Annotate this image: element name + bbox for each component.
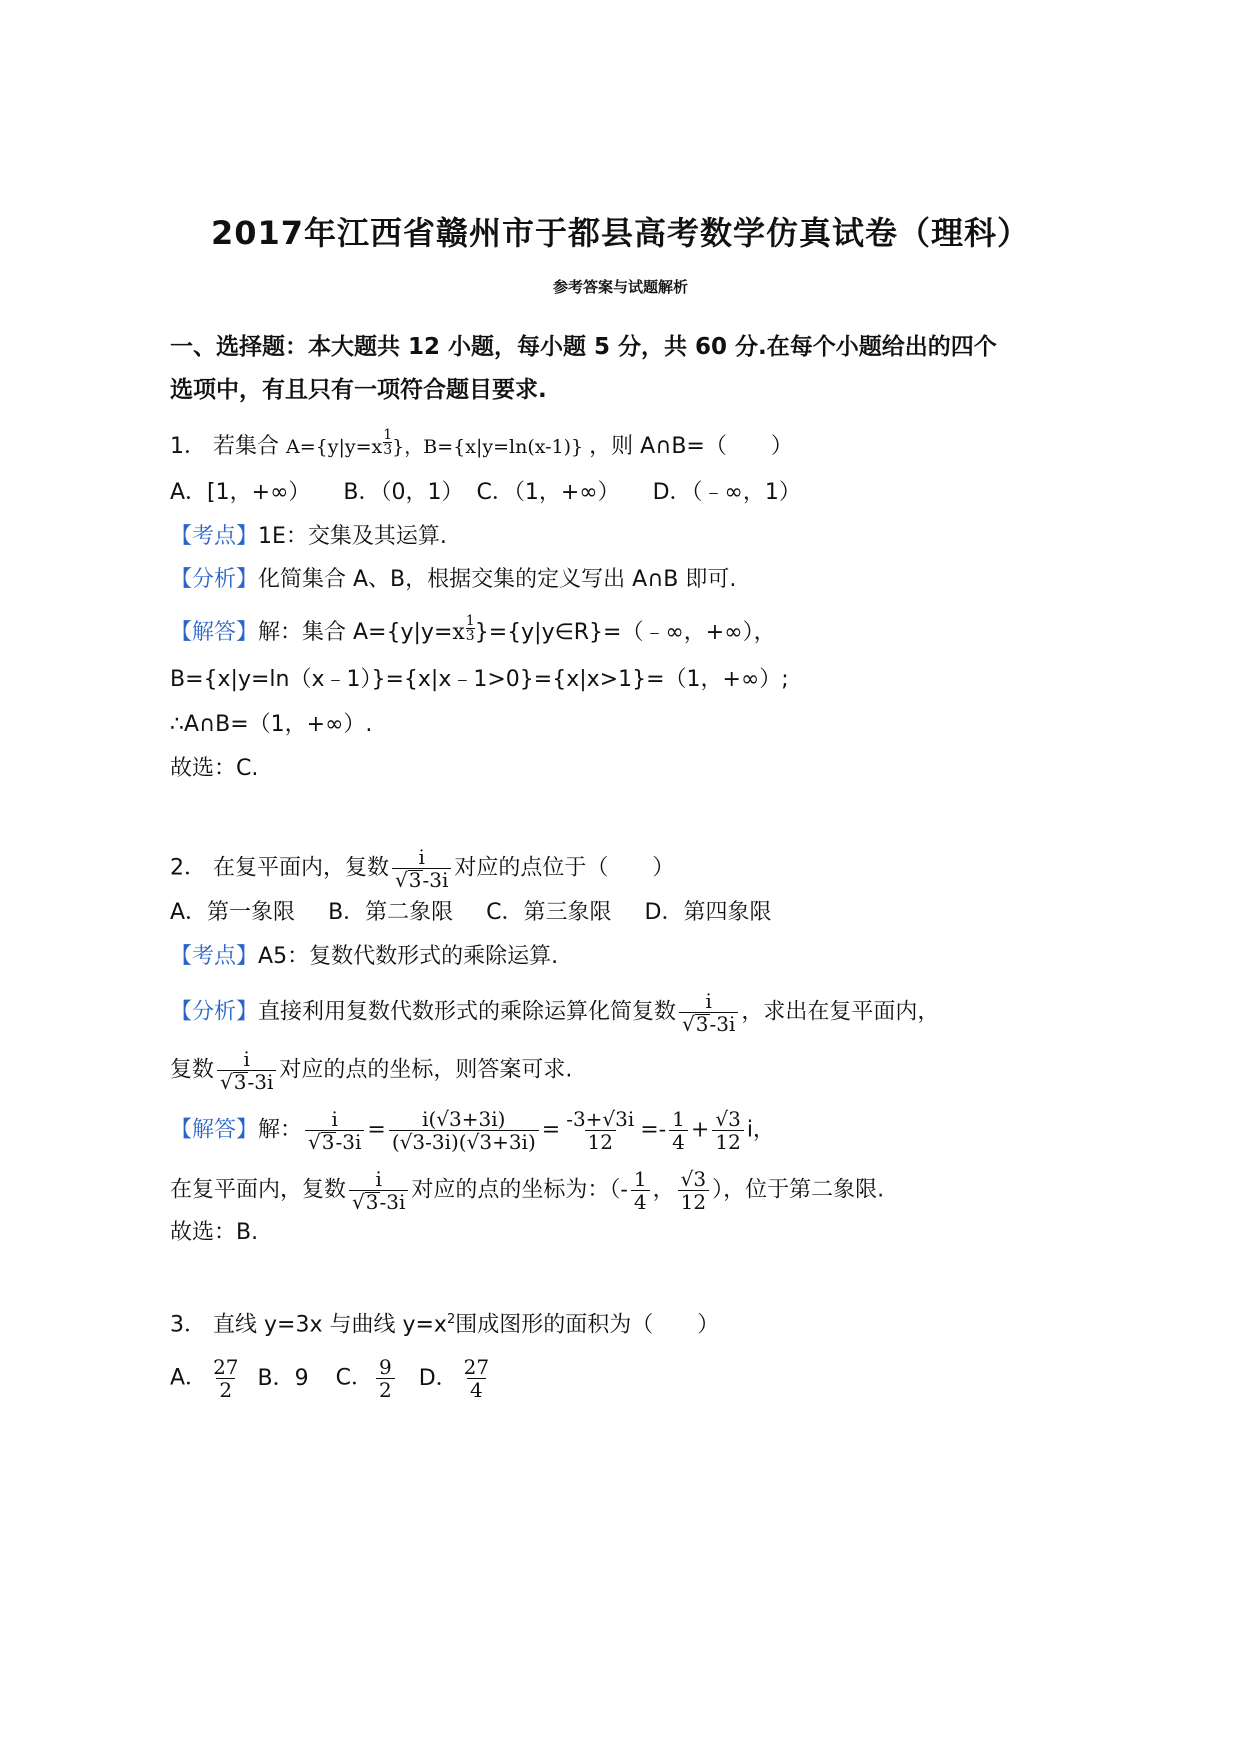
q1-jieda-x: x — [452, 620, 465, 645]
q2-option-a: A．第一象限 — [170, 900, 296, 925]
q1-stem — [170, 428, 793, 462]
q2-fenxi-frac-tail: -3i — [709, 1012, 736, 1036]
q1-jieda-tag: 【解答】 — [170, 620, 259, 645]
q1-option-d: D．（﹣∞，1） — [652, 480, 801, 505]
q1-kaodian — [170, 522, 447, 552]
q2-step1-den: √3-3i — [305, 1130, 364, 1153]
q2-coord-y-num: √3 — [680, 1167, 707, 1191]
q2-stem-post: 对应的点位于（ ） — [454, 855, 675, 881]
q2-option-c: C．第三象限 — [486, 900, 612, 925]
q2-fenxi2-fraction — [217, 1048, 276, 1093]
q2-coord-x-den: 4 — [631, 1190, 650, 1213]
q1-line-b: B={x|y=ln（x﹣1）}={x|x﹣1>0}={x|x>1}=（1，+∞）; — [170, 667, 789, 692]
q3-option-d-num: 27 — [463, 1355, 490, 1379]
q1-exp-den: 3 — [383, 442, 393, 458]
q2-line2-post: ），位于第二象限. — [712, 1177, 885, 1203]
q2-step4a-fraction — [669, 1108, 688, 1153]
q3-option-c-fraction — [376, 1356, 395, 1401]
q2-line2-frac-tail: -3i — [379, 1190, 406, 1214]
q3-number: 3． — [170, 1312, 206, 1338]
q2-jieda: 【解答】解： $\frac{i}{√3-3i}$ = $\frac{i(√3+3i)}{(√3-3i)(√3+3i)}$ = $\frac{-3+√3i}{12}$ =- $\frac{1}{4}$ + $\frac{√3}{12}$ i， — [170, 1107, 775, 1154]
q1-options — [170, 478, 827, 508]
q1-exp-num: 1 — [383, 427, 393, 443]
q3-option-a-label: A． — [170, 1365, 208, 1391]
q2-jieda-tail: i， — [746, 1117, 775, 1143]
q1-set-a: A={y|y=x — [286, 436, 383, 458]
q2-step2-den: (√3-3i)(√3+3i) — [389, 1130, 539, 1153]
q1-fenxi-text: 化简集合 A、B，根据交集的定义写出 A∩B 即可. — [258, 567, 737, 592]
q2-fenxi-frac-root: 3 — [695, 1012, 709, 1036]
q1-jieda — [170, 614, 776, 648]
q3-option-d-den: 4 — [467, 1378, 486, 1401]
q3-option-a-den: 2 — [216, 1378, 235, 1401]
q2-kaodian — [170, 942, 558, 972]
q1-jieda-pre: 解：集合 A={y|y= — [258, 620, 453, 645]
q3-option-c-label: C． — [335, 1365, 373, 1391]
q2-fenxi2-frac-tail: -3i — [247, 1070, 274, 1094]
q1-option-b: B．（0，1） — [343, 480, 464, 505]
q2-coord-y — [678, 1168, 709, 1213]
q2-number: 2． — [170, 855, 206, 881]
q3-option-d-label: D． — [418, 1365, 458, 1391]
q2-option-b: B．第二象限 — [328, 900, 454, 925]
q2-step4a-den: 4 — [669, 1130, 688, 1153]
q2-frac-num: i — [418, 845, 425, 869]
q2-step4a-num: 1 — [672, 1107, 685, 1131]
q2-fenxi-post: ，求出在复平面内， — [741, 999, 940, 1025]
q2-step1-tail: -3i — [335, 1130, 362, 1154]
q2-frac-tail: -3i — [422, 868, 449, 892]
q1-line-c: ∴A∩B=（1，+∞）. — [170, 712, 373, 737]
q3-stem-pre: 直线 y=3x 与曲线 y=x — [213, 1312, 447, 1338]
q2-line2-frac-root: 3 — [365, 1190, 379, 1214]
q2-step3-num: -3+√3i — [566, 1107, 635, 1131]
q2-fenxi2-frac-den: √3-3i — [217, 1070, 276, 1093]
q2-fenxi-pre: 直接利用复数代数形式的乘除运算化简复数 — [258, 999, 677, 1025]
q2-fraction — [392, 846, 451, 891]
q3-stem-sup: 2 — [446, 1312, 456, 1327]
q1-jieda-exp-den: 3 — [465, 628, 475, 644]
q1-answer: 故选：C. — [170, 756, 259, 781]
q2-step4b-num: √3 — [715, 1107, 741, 1131]
q2-stem-pre: 在复平面内，复数 — [213, 855, 390, 881]
q2-fenxi-tag: 【分析】 — [170, 999, 259, 1025]
q2-kaodian-tag: 【考点】 — [170, 944, 259, 969]
q1-jieda-exponent — [466, 614, 475, 643]
q1-exponent — [383, 428, 392, 457]
q1-kaodian-text: 1E：交集及其运算. — [258, 524, 447, 549]
q2-fenxi-frac-den: √3-3i — [679, 1012, 738, 1035]
q2-line2-mid: 对应的点的坐标为：（ — [411, 1177, 621, 1203]
q1-jieda-exp-num: 1 — [465, 613, 475, 629]
q1-set-expression — [286, 427, 589, 458]
q2-fenxi-frac-num: i — [705, 989, 712, 1013]
document-title: 2017年江西省赣州市于都县高考数学仿真试卷（理科） — [210, 214, 1031, 252]
section-heading-line2: 选项中，有且只有一项符合题目要求. — [170, 377, 547, 403]
q2-step3-den: 12 — [585, 1130, 616, 1153]
q1-kaodian-tag: 【考点】 — [170, 524, 259, 549]
q2-line2-pre: 在复平面内，复数 — [170, 1177, 347, 1203]
q3-option-c-den: 2 — [376, 1378, 395, 1401]
q2-fenxi2-frac-num: i — [243, 1047, 250, 1071]
q2-step2-fraction — [389, 1108, 539, 1153]
q2-line2: 在复平面内，复数 $\frac{i}{√3-3i}$ 对应的点的坐标为：（- $\frac{1}{4}$ ， $\frac{√3}{12}$ ），位于第二象限. — [170, 1167, 885, 1214]
q2-fenxi2-post: 对应的点的坐标，则答案可求. — [279, 1057, 573, 1083]
q1-stem-post: ，则 A∩B=（ ） — [589, 434, 793, 459]
q2-fenxi-fraction — [679, 990, 738, 1035]
q2-stem — [170, 846, 674, 891]
q2-fenxi2-pre: 复数 — [170, 1057, 215, 1083]
q2-line2-frac-den: √3-3i — [349, 1190, 408, 1213]
q2-jieda-pre: 解： — [258, 1117, 303, 1143]
q3-option-b: B．9 — [257, 1365, 309, 1391]
q2-step1-root: 3 — [321, 1130, 335, 1154]
q2-frac-root: 3 — [408, 868, 422, 892]
q3-option-a-num: 27 — [213, 1355, 239, 1379]
q2-jieda-tag: 【解答】 — [170, 1117, 259, 1143]
q2-fenxi2-frac-root: 3 — [233, 1070, 247, 1094]
q3-option-a-fraction — [210, 1356, 241, 1401]
q3-option-d-fraction — [461, 1356, 492, 1401]
q2-coord-x-num: 1 — [633, 1167, 647, 1191]
q2-step2-num: i(√3+3i) — [422, 1107, 506, 1131]
q1-option-c: C．（1，+∞） — [476, 480, 620, 505]
q1-set-b: }，B={x|y=ln(x-1)} — [392, 436, 584, 458]
q3-stem-post: 围成图形的面积为（ ） — [455, 1312, 720, 1338]
q2-step4b-den: 12 — [712, 1130, 743, 1153]
q2-step1-fraction — [305, 1108, 364, 1153]
q2-fenxi-line2 — [170, 1048, 572, 1093]
q1-fenxi-tag: 【分析】 — [170, 567, 259, 592]
q3-option-c-num: 9 — [378, 1355, 392, 1379]
q3-stem — [170, 1305, 719, 1340]
q2-step4b-fraction — [712, 1108, 743, 1153]
q1-jieda-post: }={y|y∈R}=（﹣∞，+∞）， — [474, 620, 776, 645]
q2-options — [170, 898, 797, 928]
q3-options — [170, 1356, 495, 1401]
q1-option-a: A．[1，+∞） — [170, 480, 311, 505]
q1-stem-pre: 若集合 — [213, 434, 280, 459]
q2-frac-den: √3-3i — [392, 868, 451, 891]
q2-coord-y-den: 12 — [678, 1190, 709, 1213]
document-subtitle: 参考答案与试题解析 — [552, 278, 688, 296]
q1-number: 1． — [170, 434, 206, 459]
q2-step1-num: i — [331, 1107, 338, 1131]
q2-answer: 故选：B. — [170, 1220, 259, 1245]
q2-step3-fraction — [563, 1108, 637, 1153]
section-heading-line1: 一、选择题：本大题共 12 小题，每小题 5 分，共 60 分.在每个小题给出的四个 — [170, 334, 997, 360]
q2-line2-frac-num: i — [375, 1167, 382, 1191]
q2-fenxi — [170, 990, 939, 1035]
q1-fenxi — [170, 565, 736, 595]
q2-line2-fraction — [349, 1168, 408, 1213]
q2-option-d: D．第四象限 — [644, 900, 772, 925]
q2-kaodian-text: A5：复数代数形式的乘除运算. — [258, 944, 559, 969]
q2-coord-x — [631, 1168, 650, 1213]
